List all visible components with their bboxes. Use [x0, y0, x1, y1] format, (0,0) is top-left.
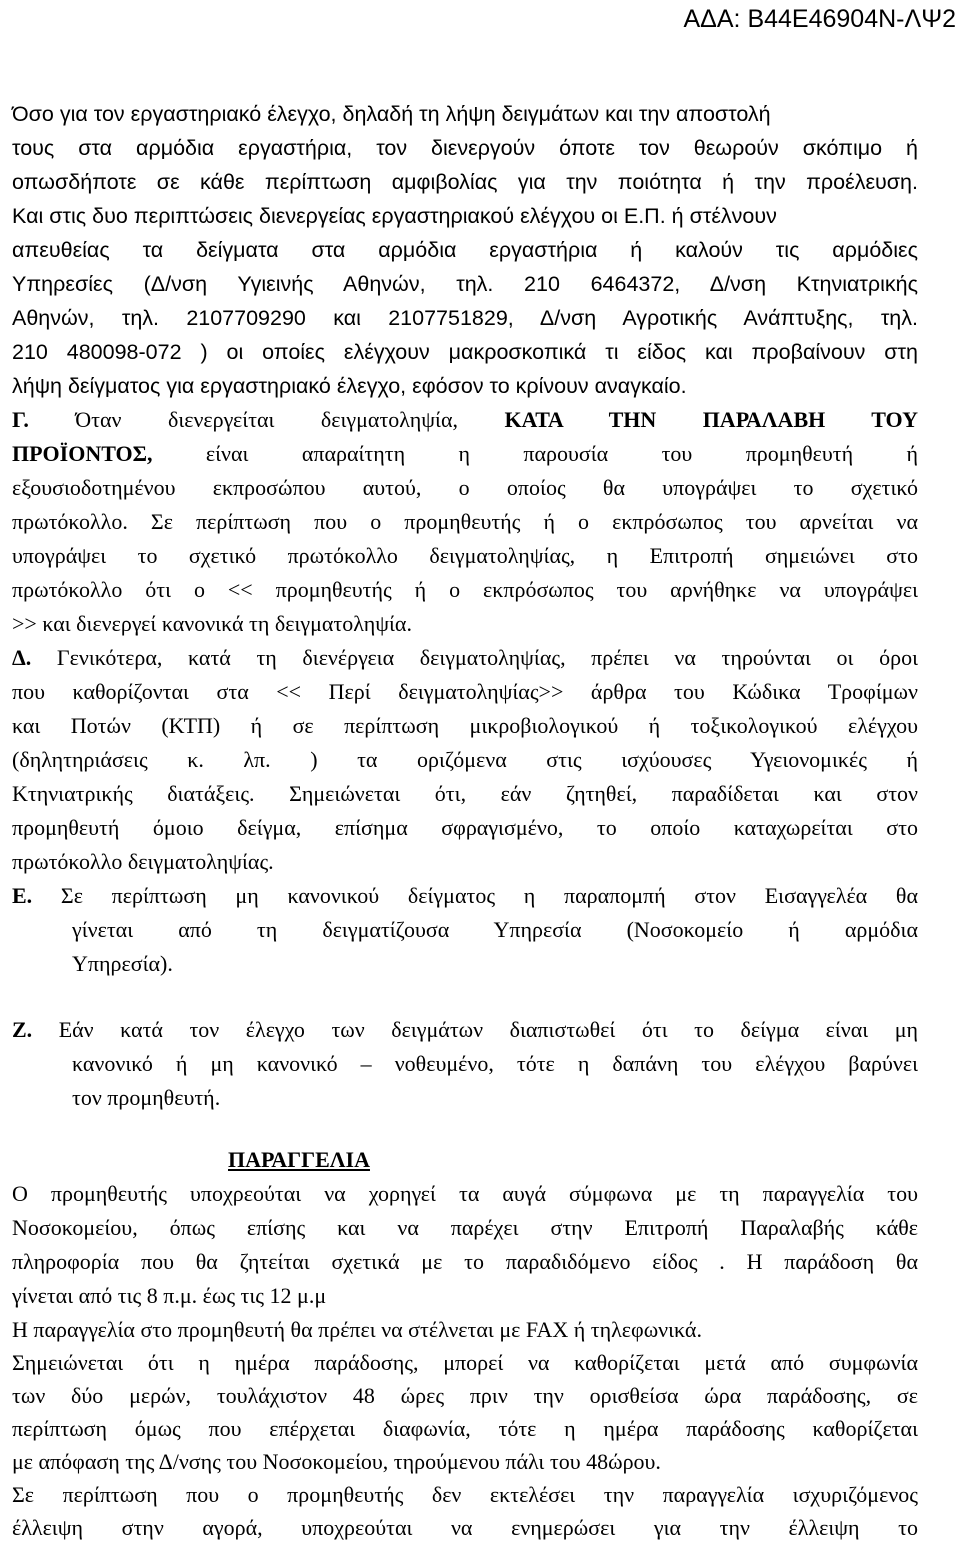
- text-line: [12, 1313, 918, 1347]
- line-text: των δύο μερών, τουλάχιστον 48 ώρες πριν την ορισθείσα ώρα παράδοσης, σε: [12, 1383, 918, 1408]
- bold-label: ΠΡΟΪΟΝΤΟΣ,: [12, 441, 153, 466]
- line-text: πρωτόκολλο. Σε περίπτωση που ο προμηθευτής ή ο εκπρόσωπος του αρνείται να: [12, 509, 918, 534]
- line-text: είναι απαραίτητη η παρουσία του προμηθευτή ή: [152, 441, 918, 466]
- text-line: [12, 675, 918, 709]
- section-heading: [228, 1143, 528, 1177]
- text-line: [12, 573, 918, 607]
- text-line: [12, 1346, 918, 1380]
- text-line: [72, 947, 918, 981]
- text-line: [12, 641, 918, 675]
- line-text: (δηλητηριάσεις κ. λπ. ) τα οριζόμενα στις ισχύουσες Υγειονομικές ή: [12, 747, 918, 772]
- line-text: Σημειώνεται ότι η ημέρα παράδοσης, μπορεί να καθορίζεται μετά από συμφωνία: [12, 1350, 918, 1375]
- line-text: 210 480098-072 ) οι οποίες ελέγχουν μακροσκοπικά τι είδος και προβαίνουν στη: [12, 340, 918, 364]
- line-text: τον προμηθευτή.: [72, 1085, 221, 1110]
- line-text: λήψη δείγματος για εργαστηριακό έλεγχο, εφόσον το κρίνουν αναγκαίο.: [12, 374, 687, 398]
- line-text: απευθείας τα δείγματα στα αρμόδια εργαστήρια ή καλούν τις αρμόδιες: [12, 238, 918, 262]
- line-text: πρωτόκολλο δειγματοληψίας.: [12, 849, 274, 874]
- line-text: Και στις δυο περιπτώσεις διενεργείας εργαστηριακού ελέγχου οι Ε.Π. ή στέλνουν: [12, 204, 777, 228]
- line-text: περίπτωση όμως που επέρχεται διαφωνία, τότε η ημέρα παράδοσης καθορίζεται: [12, 1416, 918, 1441]
- text-line: [12, 1177, 918, 1211]
- line-text: Γενικότερα, κατά τη διενέργεια δειγματοληψίας, πρέπει να τηρούνται οι όροι: [31, 645, 918, 670]
- line-text: Νοσοκομείου, όπως επίσης και να παρέχει στην Επιτροπή Παραλαβής κάθε: [12, 1215, 918, 1240]
- line-text: οπωσδήποτε σε κάθε περίπτωση αμφιβολίας για την ποιότητα ή την προέλευση.: [12, 170, 918, 194]
- text-line: [72, 913, 918, 947]
- line-text: Η παραγγελία στο προμηθευτή θα πρέπει να στέλνεται με FAX ή τηλεφωνικά.: [12, 1317, 702, 1342]
- line-text: Σε περίπτωση μη κανονικού δείγματος η παραπομπή στον Εισαγγελέα θα: [32, 883, 918, 908]
- line-text: κανονικό ή μη κανονικό – νοθευμένο, τότε η δαπάνη του ελέγχου βαρύνει: [72, 1051, 918, 1076]
- line-text: που καθορίζονται στα << Περί δειγματοληψίας>> άρθρα του Κώδικα Τροφίμων: [12, 679, 918, 704]
- text-line: [12, 1279, 918, 1313]
- text-line: [12, 539, 918, 573]
- line-text: Υπηρεσία).: [72, 951, 173, 976]
- text-line: [72, 1081, 918, 1115]
- line-text: Σε περίπτωση που ο προμηθευτής δεν εκτελέσει την παραγγελία ισχυριζόμενος: [12, 1482, 918, 1507]
- line-text: και Ποτών (ΚΤΠ) ή σε περίπτωση μικροβιολογικού ή τοξικολογικού ελέγχου: [12, 713, 918, 738]
- text-line: [12, 131, 918, 165]
- line-text: Εάν κατά τον έλεγχο των δειγμάτων διαπιστωθεί ότι το δείγμα είναι μη: [32, 1017, 918, 1042]
- text-line: [12, 437, 918, 471]
- line-text: Αθηνών, τηλ. 2107709290 και 2107751829, Δ/νση Αγροτικής Ανάπτυξης, τηλ.: [12, 306, 918, 330]
- bold-label: Γ.: [12, 407, 29, 432]
- text-line: [12, 505, 918, 539]
- heading-text: ΠΑΡΑΓΓΕΛΙΑ: [228, 1147, 370, 1172]
- text-line: [12, 233, 918, 267]
- text-line: [12, 709, 918, 743]
- text-line: [12, 199, 918, 233]
- text-line: [12, 1245, 918, 1279]
- line-text: Ο προμηθευτής υποχρεούται να χορηγεί τα αυγά σύμφωνα με τη παραγγελία του: [12, 1181, 918, 1206]
- line-text: εξουσιοδοτημένου εκπροσώπου αυτού, ο οποίος θα υπογράψει το σχετικό: [12, 475, 918, 500]
- text-line: [12, 301, 918, 335]
- text-line: [72, 1047, 918, 1081]
- text-line: [12, 845, 918, 879]
- line-text: Υπηρεσίες (Δ/νση Υγιεινής Αθηνών, τηλ. 210 6464372, Δ/νση Κτηνιατρικής: [12, 272, 918, 296]
- line-text: γίνεται από τη δειγματίζουσα Υπηρεσία (Νοσοκομείο ή αρμόδια: [72, 917, 918, 942]
- line-text: Όσο για τον εργαστηριακό έλεγχο, δηλαδή τη λήψη δειγμάτων και την αποστολή: [12, 102, 771, 126]
- line-text: πρωτόκολλο ότι ο << προμηθευτής ή ο εκπρόσωπος του αρνήθηκε να υπογράψει: [12, 577, 918, 602]
- text-line: [12, 403, 918, 437]
- text-line: [12, 879, 918, 913]
- text-line: [12, 369, 918, 403]
- text-line: [12, 267, 918, 301]
- line-text: Κτηνιατρικής διατάξεις. Σημειώνεται ότι, εάν ζητηθεί, παραδίδεται και στον: [12, 781, 918, 806]
- text-line: [12, 1511, 918, 1545]
- line-text: με απόφαση της Δ/νσης του Νοσοκομείου, τηρούμενου πάλι του 48ώρου.: [12, 1449, 661, 1474]
- line-text: πληροφορία που θα ζητείται σχετικά με το παραδιδόμενο είδος . Η παράδοση θα: [12, 1249, 918, 1274]
- ada-code: ΑΔΑ: Β44Ε46904Ν-ΛΨ2: [683, 5, 956, 33]
- text-line: [12, 811, 918, 845]
- text-line: [12, 777, 918, 811]
- line-text: Όταν διενεργείται δειγματοληψία,: [28, 407, 505, 432]
- text-line: [12, 335, 918, 369]
- text-line: [12, 1445, 918, 1479]
- text-line: [12, 1412, 918, 1446]
- line-text: προμηθευτή όμοιο δείγμα, επίσημα σφραγισμένο, το οποίο καταχωρείται στο: [12, 815, 918, 840]
- bold-label: Δ.: [12, 645, 32, 670]
- text-line: [12, 1013, 918, 1047]
- text-line: [12, 1211, 918, 1245]
- line-text: γίνεται από τις 8 π.μ. έως τις 12 μ.μ: [12, 1283, 327, 1308]
- text-line: [12, 97, 928, 131]
- text-line: [12, 165, 918, 199]
- text-line: [12, 607, 918, 641]
- bold-label: Ε.: [12, 883, 33, 908]
- bold-label: Ζ.: [12, 1017, 33, 1042]
- line-text: τους στα αρμόδια εργαστήρια, τον διενεργούν όποτε τον θεωρούν σκόπιμο ή: [12, 136, 918, 160]
- bold-label: ΚΑΤΑ ΤΗΝ ΠΑΡΑΛΑΒΗ ΤΟΥ: [504, 407, 918, 432]
- line-text: >> και διενεργεί κανονικά τη δειγματοληψία.: [12, 611, 412, 636]
- line-text: έλλειψη στην αγορά, υποχρεούται να ενημερώσει για την έλλειψη το: [12, 1515, 918, 1540]
- text-line: [12, 1478, 918, 1512]
- text-line: [12, 1379, 918, 1413]
- text-line: [12, 743, 918, 777]
- text-line: [12, 471, 918, 505]
- line-text: υπογράψει το σχετικό πρωτόκολλο δειγματοληψίας, η Επιτροπή σημειώνει στο: [12, 543, 918, 568]
